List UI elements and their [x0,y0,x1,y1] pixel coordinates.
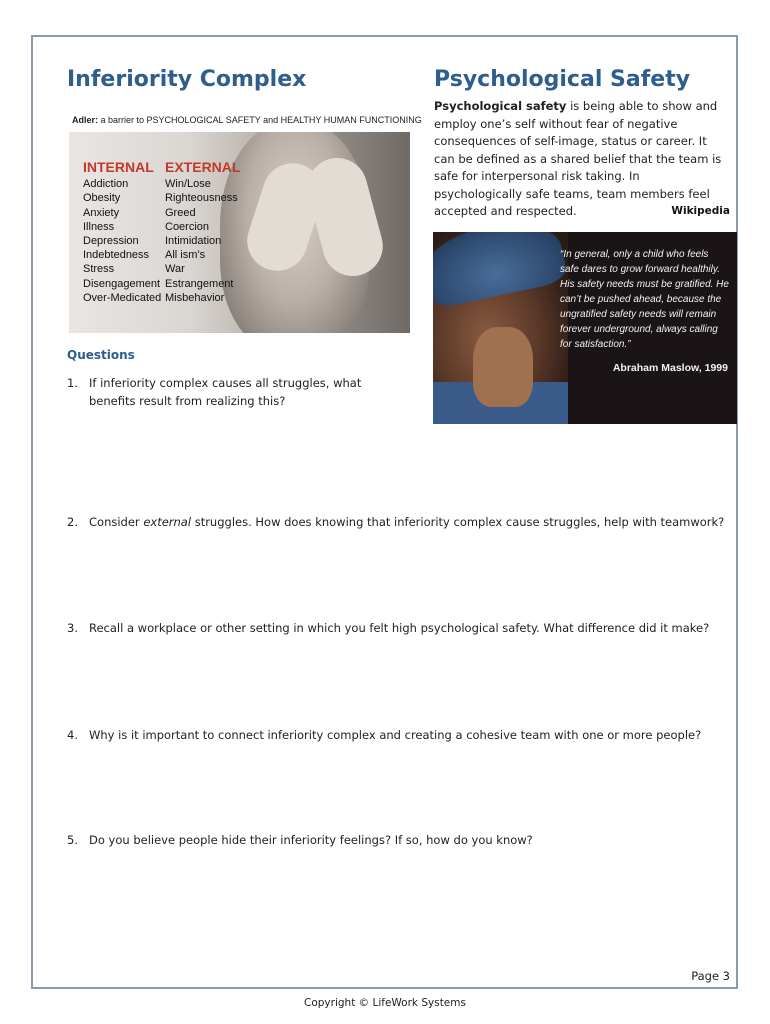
question-5 [67,831,533,849]
external-item: Intimidation [165,235,222,248]
inferiority-photo [69,132,410,333]
internal-item: Indebtedness [83,249,150,262]
maslow-photo [433,232,737,424]
questions-title: Questions [67,348,135,362]
psych-safety-body: is being able to show and employ one’s self without fear of negative consequences of self-image, status or career. It can be defined as a shared belief that the team is safe for interpersonal risk taking. In psychologically safe teams, team members feel accepted and respected. [434,99,722,218]
question-number: 1. [67,376,78,390]
question-text-before: Consider [89,515,144,529]
external-header: EXTERNAL [165,159,241,175]
external-item: War [165,263,185,276]
external-item: Misbehavior [165,291,225,304]
external-list [165,160,240,305]
question-number: 5. [67,833,78,847]
source-label: Wikipedia [671,205,730,217]
question-number: 3. [67,621,78,635]
question-text: Do you believe people hide their inferiority feelings? If so, how do you know? [89,833,533,847]
adler-caption [72,115,422,125]
internal-item: Anxiety [83,206,120,219]
adler-caption-bold: Adler: [72,115,99,125]
question-number: 4. [67,728,78,742]
maslow-attribution: Abraham Maslow, 1999 [612,362,728,374]
question-text: Recall a workplace or other setting in which you felt high psychological safety. What difference did it make? [89,621,710,635]
question-text: Why is it important to connect inferiority complex and creating a cohesive team with one or more people? [89,728,702,742]
question-3 [67,619,709,637]
external-item: Greed [165,206,196,219]
right-heading: Psychological Safety [434,67,691,92]
internal-header: INTERNAL [83,159,154,175]
external-item: Righteousness [165,192,238,205]
psych-safety-definition [434,98,730,221]
hand-image [473,327,533,407]
internal-item: Addiction [83,178,129,191]
psych-safety-term: Psychological safety [434,99,567,113]
internal-item: Over-Medicated [83,291,162,304]
external-item: Estrangement [165,277,234,290]
internal-item: Disengagement [83,277,161,290]
page-number: Page 3 [691,969,730,983]
internal-item: Illness [83,220,115,233]
question-4 [67,726,701,744]
question-text-emphasis: external [143,515,192,529]
question-number: 2. [67,515,78,529]
question-1 [67,374,387,410]
internal-list [83,160,161,305]
question-text: If inferiority complex causes all struggles, what benefits result from realizing this? [89,376,362,408]
external-item: Coercion [165,220,210,233]
external-item: Win/Lose [165,178,211,191]
question-2 [67,513,724,531]
question-text-after: struggles. How does knowing that inferiority complex cause struggles, help with teamwork? [191,515,725,529]
copyright: Copyright © LifeWork Systems [304,997,466,1009]
external-item: All ism’s [165,249,206,262]
internal-item: Obesity [83,192,121,205]
maslow-quote: “In general, only a child who feels safe dares to grow forward healthily. His safety needs must be gratified. He can’t be pushed ahead, because the ungratified safety needs will remain forever underground, always calling for satisfaction.” [560,249,729,350]
internal-item: Depression [83,235,139,248]
adler-caption-rest: a barrier to PSYCHOLOGICAL SAFETY and HEALTHY HUMAN FUNCTIONING [98,115,422,125]
left-heading: Inferiority Complex [67,67,307,92]
internal-item: Stress [83,263,115,276]
